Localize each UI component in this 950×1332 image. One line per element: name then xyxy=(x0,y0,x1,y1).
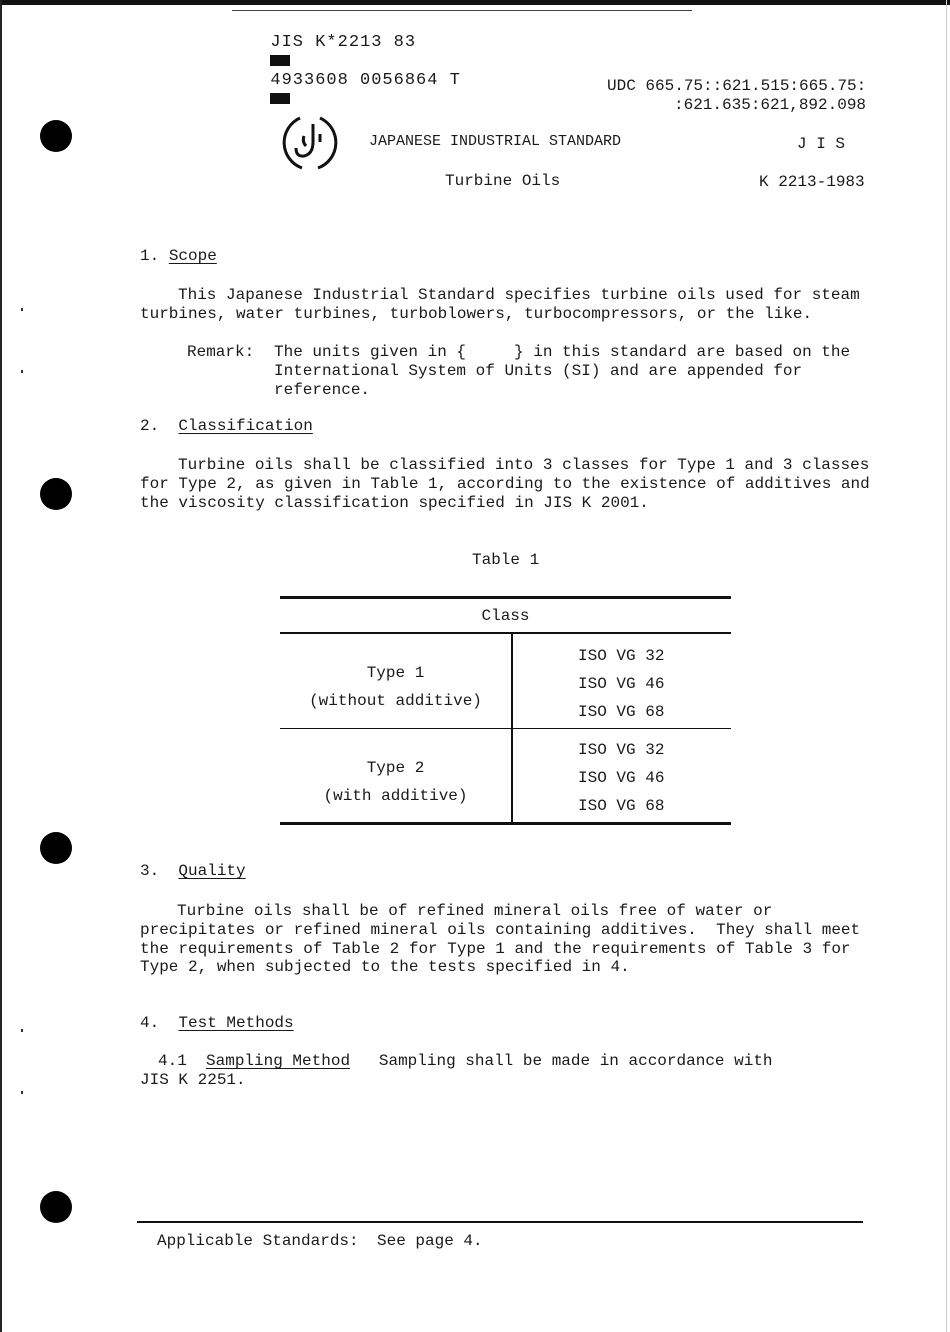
section-number: 4. xyxy=(140,1014,160,1032)
grade-cell: ISO VG 68 xyxy=(578,797,665,815)
row-type: Type 1 xyxy=(366,664,425,682)
quality-line-2: precipitates or refined mineral oils containing additives. They shall meet xyxy=(140,921,861,939)
scan-speck xyxy=(21,1029,23,1032)
punch-hole-icon xyxy=(40,832,72,864)
jis-label: J I S xyxy=(797,135,846,153)
grade-cell: ISO VG 32 xyxy=(578,741,665,759)
subsection-text-2: JIS K 2251. xyxy=(140,1071,246,1089)
section-classification-heading xyxy=(140,417,313,435)
scan-header-code: JIS K*2213 83 xyxy=(270,33,417,52)
row-note: (without additive) xyxy=(309,692,482,710)
scope-line-1: This Japanese Industrial Standard specifies turbine oils used for steam xyxy=(178,286,860,304)
table-rule xyxy=(280,728,731,729)
subsection-number: 4.1 xyxy=(158,1052,187,1070)
header-rule xyxy=(232,10,692,11)
left-border xyxy=(0,0,2,1332)
row-note: (with additive) xyxy=(323,787,468,805)
punch-hole-icon xyxy=(40,478,72,510)
footer-label: Applicable Standards: xyxy=(157,1232,359,1250)
scan-header-number: 4933608 0056864 T xyxy=(270,71,461,90)
standard-org: JAPANESE INDUSTRIAL STANDARD xyxy=(369,133,622,150)
section-number: 2. xyxy=(140,417,160,435)
subsection-text: Sampling shall be made in accordance with xyxy=(378,1052,773,1070)
section-title: Scope xyxy=(168,247,217,265)
subsection-title: Sampling Method xyxy=(206,1052,351,1070)
scan-block-icon xyxy=(270,93,290,104)
grade-cell: ISO VG 46 xyxy=(578,769,665,787)
classification-line-3: the viscosity classification specified in JIS K 2001. xyxy=(140,494,649,512)
section-number: 1. xyxy=(140,247,160,265)
section-quality-heading xyxy=(140,862,246,880)
remark-line-3: reference. xyxy=(274,381,371,399)
punch-hole-icon xyxy=(40,1191,72,1223)
table-header: Class xyxy=(481,607,530,625)
remark-line-1: The units given in { } in this standard are based on the xyxy=(274,343,851,361)
scan-speck xyxy=(21,308,23,311)
grade-cell: ISO VG 32 xyxy=(578,647,665,665)
table-rule xyxy=(280,632,731,634)
udc-line-2: :621.635:621,892.098 xyxy=(674,96,867,114)
footer-value: See page 4. xyxy=(377,1232,483,1250)
grade-cell: ISO VG 68 xyxy=(578,703,665,721)
right-border xyxy=(946,0,947,1332)
udc-line-1: UDC 665.75::621.515:665.75: xyxy=(607,77,867,95)
section-test-methods-heading xyxy=(140,1014,294,1032)
table-rule-bottom xyxy=(280,822,731,825)
subsection-sampling xyxy=(158,1052,773,1070)
quality-line-3: the requirements of Table 2 for Type 1 and the requirements of Table 3 for xyxy=(140,940,851,958)
quality-line-1: Turbine oils shall be of refined mineral oils free of water or xyxy=(177,902,773,920)
section-number: 3. xyxy=(140,862,160,880)
table-rule-top xyxy=(280,596,731,599)
document-title: Turbine Oils xyxy=(445,172,561,190)
footer-rule xyxy=(137,1221,863,1223)
classification-line-2: for Type 2, as given in Table 1, according to the existence of additives and xyxy=(140,475,870,493)
grade-cell: ISO VG 46 xyxy=(578,675,665,693)
table-divider xyxy=(511,634,513,824)
table-caption: Table 1 xyxy=(472,551,540,569)
top-border xyxy=(0,0,950,5)
quality-line-4: Type 2, when subjected to the tests specified in 4. xyxy=(140,958,630,976)
section-title: Classification xyxy=(178,417,313,435)
scope-line-2: turbines, water turbines, turboblowers, turbocompressors, or the like. xyxy=(140,305,813,323)
scan-speck xyxy=(21,370,23,373)
section-title: Quality xyxy=(178,862,246,880)
punch-hole-icon xyxy=(40,120,72,152)
scan-speck xyxy=(21,1091,23,1094)
scan-header xyxy=(248,14,461,109)
row-type: Type 2 xyxy=(366,759,425,777)
remark-line-2: International System of Units (SI) and are appended for xyxy=(274,362,803,380)
section-scope-heading xyxy=(140,247,217,265)
classification-line-1: Turbine oils shall be classified into 3 classes for Type 1 and 3 classes xyxy=(178,456,870,474)
standard-number: K 2213-1983 xyxy=(759,173,865,191)
scan-block-icon xyxy=(270,55,290,66)
jis-mark-icon xyxy=(280,112,344,174)
section-title: Test Methods xyxy=(178,1014,294,1032)
remark-label: Remark: xyxy=(187,343,255,361)
